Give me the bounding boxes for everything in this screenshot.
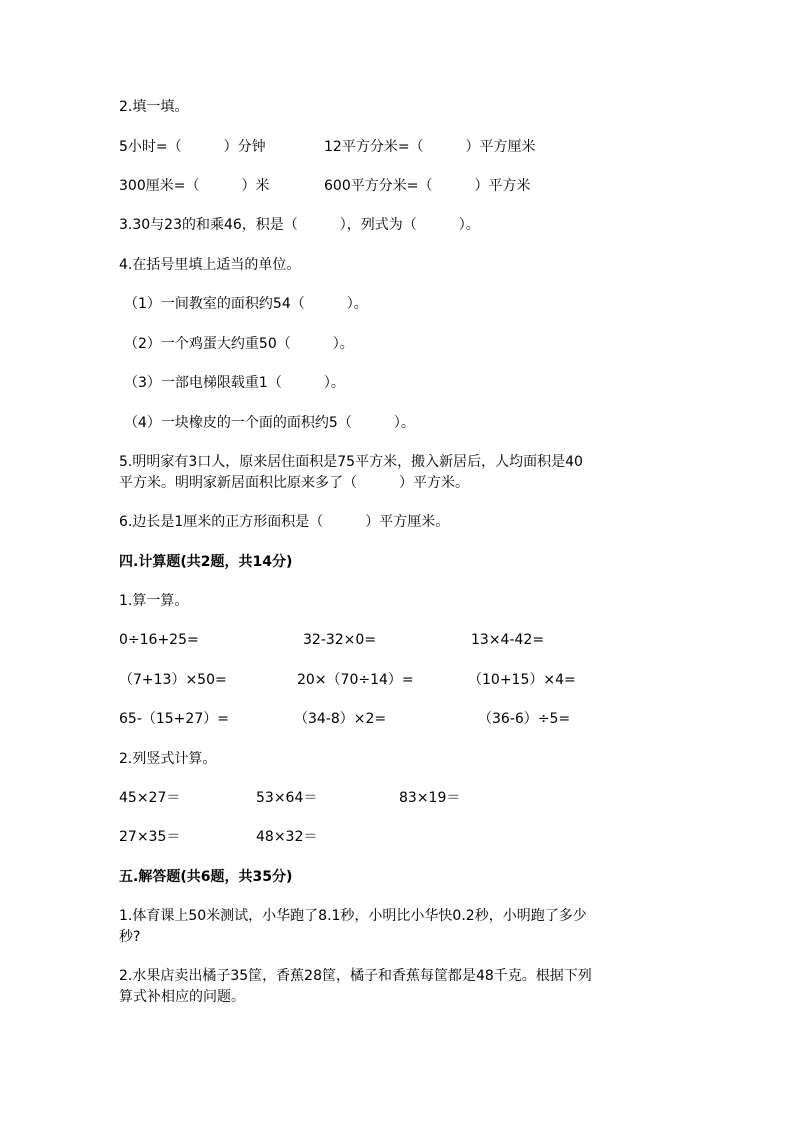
question-text: 算式补相应的问题。 (119, 989, 245, 1005)
question-title: 2.填一填。 (119, 99, 189, 115)
calc-item: 32-32×0= (303, 632, 377, 648)
question-title: 1.算一算。 (119, 593, 189, 609)
section-heading: 五.解答题(共6题，共35分) (119, 869, 293, 885)
calc-item: 65-（15+27）= (119, 711, 229, 727)
question-text: 秒? (119, 929, 141, 945)
calc-item: （7+13）×50= (119, 672, 227, 688)
question-text: 1.体育课上50米测试，小华跑了8.1秒，小明比小华快0.2秒，小明跑了多少 (119, 908, 587, 924)
calc-item: 48×32＝ (256, 829, 318, 845)
calc-item: 83×19＝ (399, 790, 461, 806)
question-text: 2.水果店卖出橘子35筐，香蕉28筐，橘子和香蕉每筐都是48千克。根据下列 (119, 968, 592, 984)
calc-item: 27×35＝ (119, 829, 181, 845)
fill-blank-item: 300厘米=（ ）米 (119, 178, 270, 194)
question-text: 6.边长是1厘米的正方形面积是（ ）平方厘米。 (119, 514, 450, 530)
calc-item: （34-8）×2= (294, 711, 387, 727)
question-title: 2.列竖式计算。 (119, 751, 217, 767)
calc-item: 45×27＝ (119, 790, 181, 806)
list-item: （3）一部电梯限载重1（ ）。 (124, 375, 345, 391)
section-heading: 四.计算题(共2题，共14分) (119, 554, 293, 570)
calc-item: 53×64＝ (256, 790, 318, 806)
question-title: 4.在括号里填上适当的单位。 (119, 257, 301, 273)
list-item: （4）一块橡皮的一个面的面积约5（ ）。 (124, 415, 415, 431)
calc-item: （10+15）×4= (468, 672, 576, 688)
calc-item: 0÷16+25= (119, 632, 199, 648)
question-text: 5.明明家有3口人，原来居住面积是75平方米，搬入新居后，人均面积是40 (119, 454, 583, 470)
fill-blank-item: 12平方分米=（ ）平方厘米 (324, 139, 536, 155)
calc-item: （36-6）÷5= (478, 711, 571, 727)
question-text: 平方米。明明家新居面积比原来多了（ ）平方米。 (119, 475, 469, 491)
list-item: （2）一个鸡蛋大约重50（ ）。 (124, 336, 354, 352)
list-item: （1）一间教室的面积约54（ ）。 (124, 296, 368, 312)
calc-item: 20×（70÷14）= (297, 672, 414, 688)
calc-item: 13×4-42= (471, 632, 545, 648)
fill-blank-item: 5小时=（ ）分钟 (119, 139, 266, 155)
question-text: 3.30与23的和乘46，积是（ ），列式为（ ）。 (119, 217, 480, 233)
fill-blank-item: 600平方分米=（ ）平方米 (324, 178, 531, 194)
